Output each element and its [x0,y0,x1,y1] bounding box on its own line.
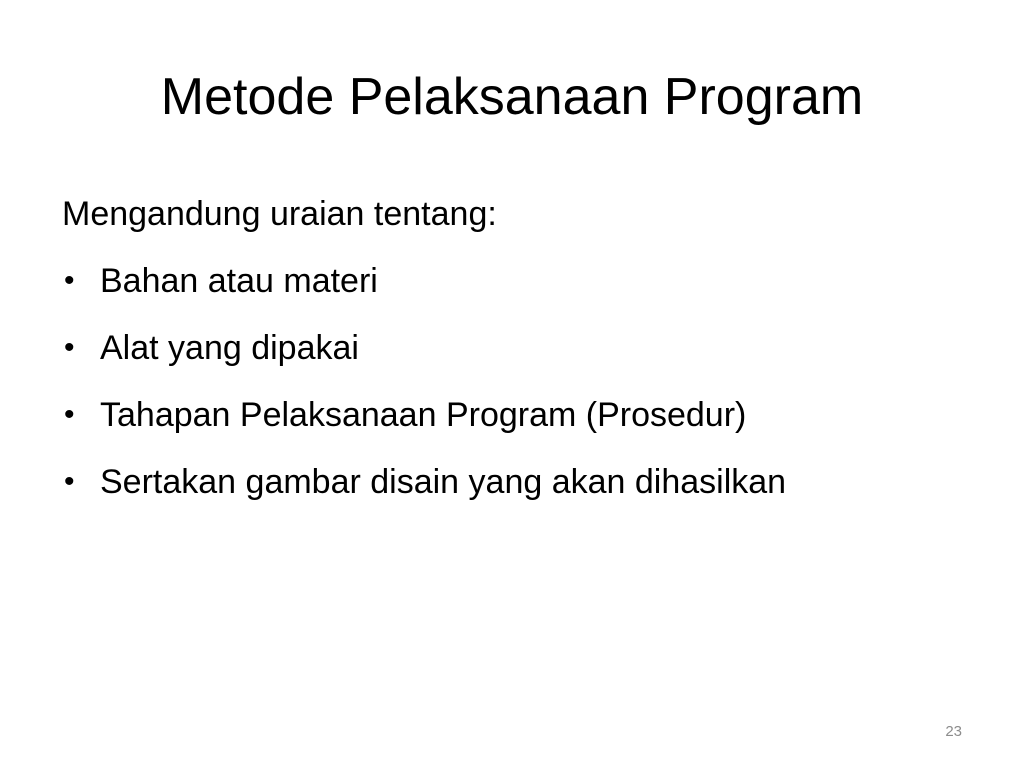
list-item-text: Alat yang dipakai [100,329,359,367]
slide-number: 23 [945,723,962,740]
bullet-list [62,253,992,510]
slide-title: Metode Pelaksanaan Program [160,68,864,126]
list-item-text: Bahan atau materi [100,262,378,300]
bullet-icon: • [64,465,75,498]
list-item [62,320,992,376]
intro-text: Mengandung uraian tentang: [62,195,497,233]
list-item [62,253,992,309]
list-item-text: Tahapan Pelaksanaan Program (Prosedur) [100,396,747,434]
slide-body [62,186,992,521]
bullet-icon: • [64,331,75,364]
list-item [62,454,992,510]
bullet-icon: • [64,264,75,297]
bullet-icon: • [64,398,75,431]
list-item-text: Sertakan gambar disain yang akan dihasilkan [100,463,787,501]
list-item [62,387,992,443]
